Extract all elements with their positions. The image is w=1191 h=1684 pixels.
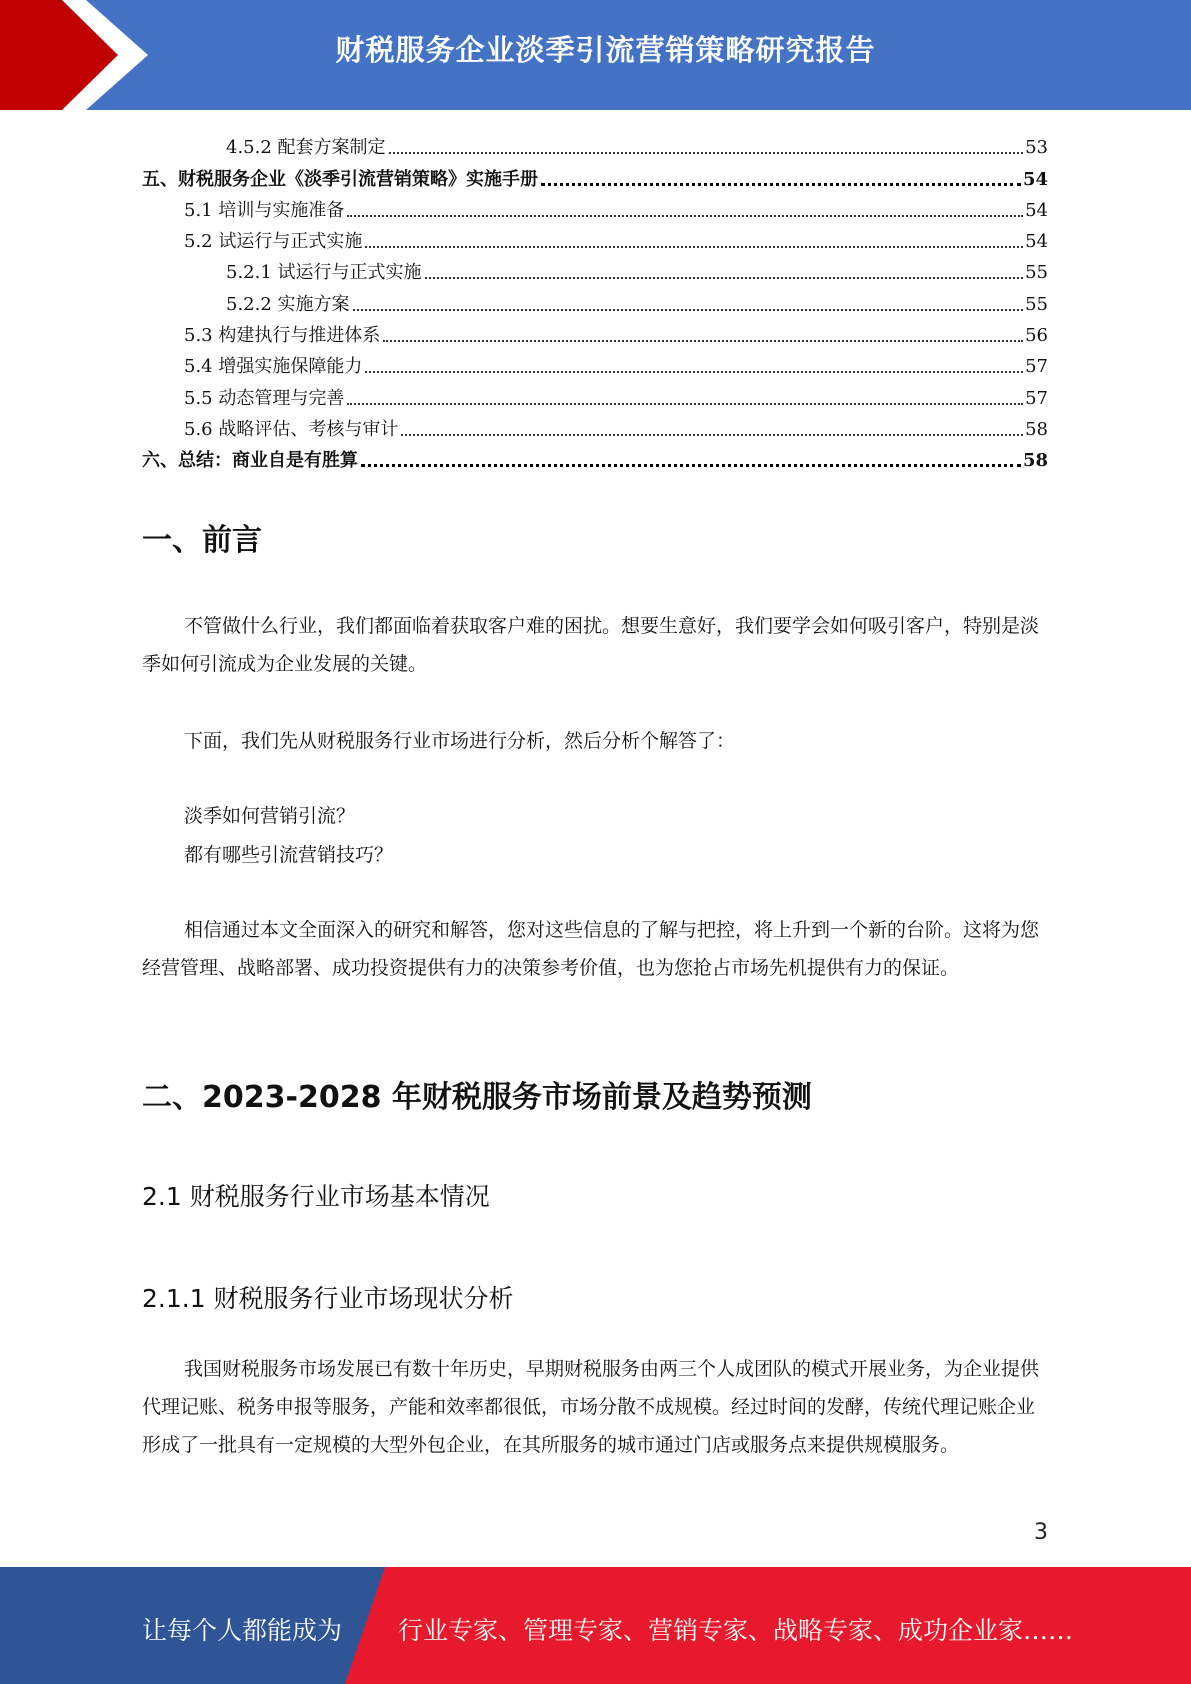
subsection-heading: 2.1.1 财税服务行业市场现状分析 [142, 1284, 514, 1313]
page-footer [0, 1567, 1191, 1684]
footer-slogan-left: 让每个人都能成为 [142, 1616, 343, 1645]
paragraph: 相信通过本文全面深入的研究和解答，您对这些信息的了解与把控，将上升到一个新的台阶。这将为您经营管理、战略部署、成功投资提供有力的决策参考价值，也为您抢占市场先机提供有力的保证。 [142, 919, 1040, 979]
toc-item[interactable]: 4.5.2 配套方案制定 53 [226, 137, 1048, 159]
toc-item[interactable]: 六、总结：商业自是有胜算 58 [142, 450, 1048, 472]
section-heading-market-forecast: 二、2023-2028 年财税服务市场前景及趋势预测 [142, 1080, 812, 1115]
toc-item[interactable]: 5.2 试运行与正式实施 54 [184, 231, 1048, 253]
toc-item[interactable]: 5.6 战略评估、考核与审计 58 [184, 418, 1048, 440]
toc-item[interactable]: 5.4 增强实施保障能力 57 [184, 356, 1048, 378]
section-heading-preface: 一、前言 [142, 523, 262, 558]
page-header [0, 0, 1191, 110]
toc-item[interactable]: 5.1 培训与实施准备 54 [184, 199, 1048, 221]
toc-item[interactable]: 5.5 动态管理与完善 57 [184, 387, 1048, 409]
question-item: 都有哪些引流营销技巧？ [184, 844, 394, 866]
subsection-heading: 2.1 财税服务行业市场基本情况 [142, 1182, 490, 1211]
page-number: 3 [1034, 1520, 1048, 1545]
table-of-contents [142, 128, 1048, 472]
paragraph: 我国财税服务市场发展已有数十年历史，早期财税服务由两三个人成团队的模式开展业务，为企业提供代理记账、税务申报等服务，产能和效率都很低，市场分散不成规模。经过时间的发酵，传统代理记账企业形成了一批具有一定规模的大型外包企业，在其所服务的城市通过门店或服务点来提供规模服务。 [142, 1358, 1040, 1456]
question-item: 淡季如何营销引流？ [184, 805, 356, 827]
paragraph: 下面，我们先从财税服务行业市场进行分析，然后分析个解答了： [184, 730, 736, 752]
toc-item[interactable]: 5.2.2 实施方案 55 [226, 293, 1048, 315]
toc-item[interactable]: 5.2.1 试运行与正式实施 55 [226, 262, 1048, 284]
toc-item[interactable]: 5.3 构建执行与推进体系 56 [184, 325, 1048, 347]
paragraph: 不管做什么行业，我们都面临着获取客户难的困扰。想要生意好，我们要学会如何吸引客户，特别是淡季如何引流成为企业发展的关键。 [142, 615, 1040, 675]
toc-item[interactable]: 五、财税服务企业《淡季引流营销策略》实施手册 54 [142, 168, 1048, 190]
report-title: 财税服务企业淡季引流营销策略研究报告 [335, 33, 876, 67]
footer-slogan-right: 行业专家、管理专家、营销专家、战略专家、成功企业家…… [398, 1616, 1074, 1645]
